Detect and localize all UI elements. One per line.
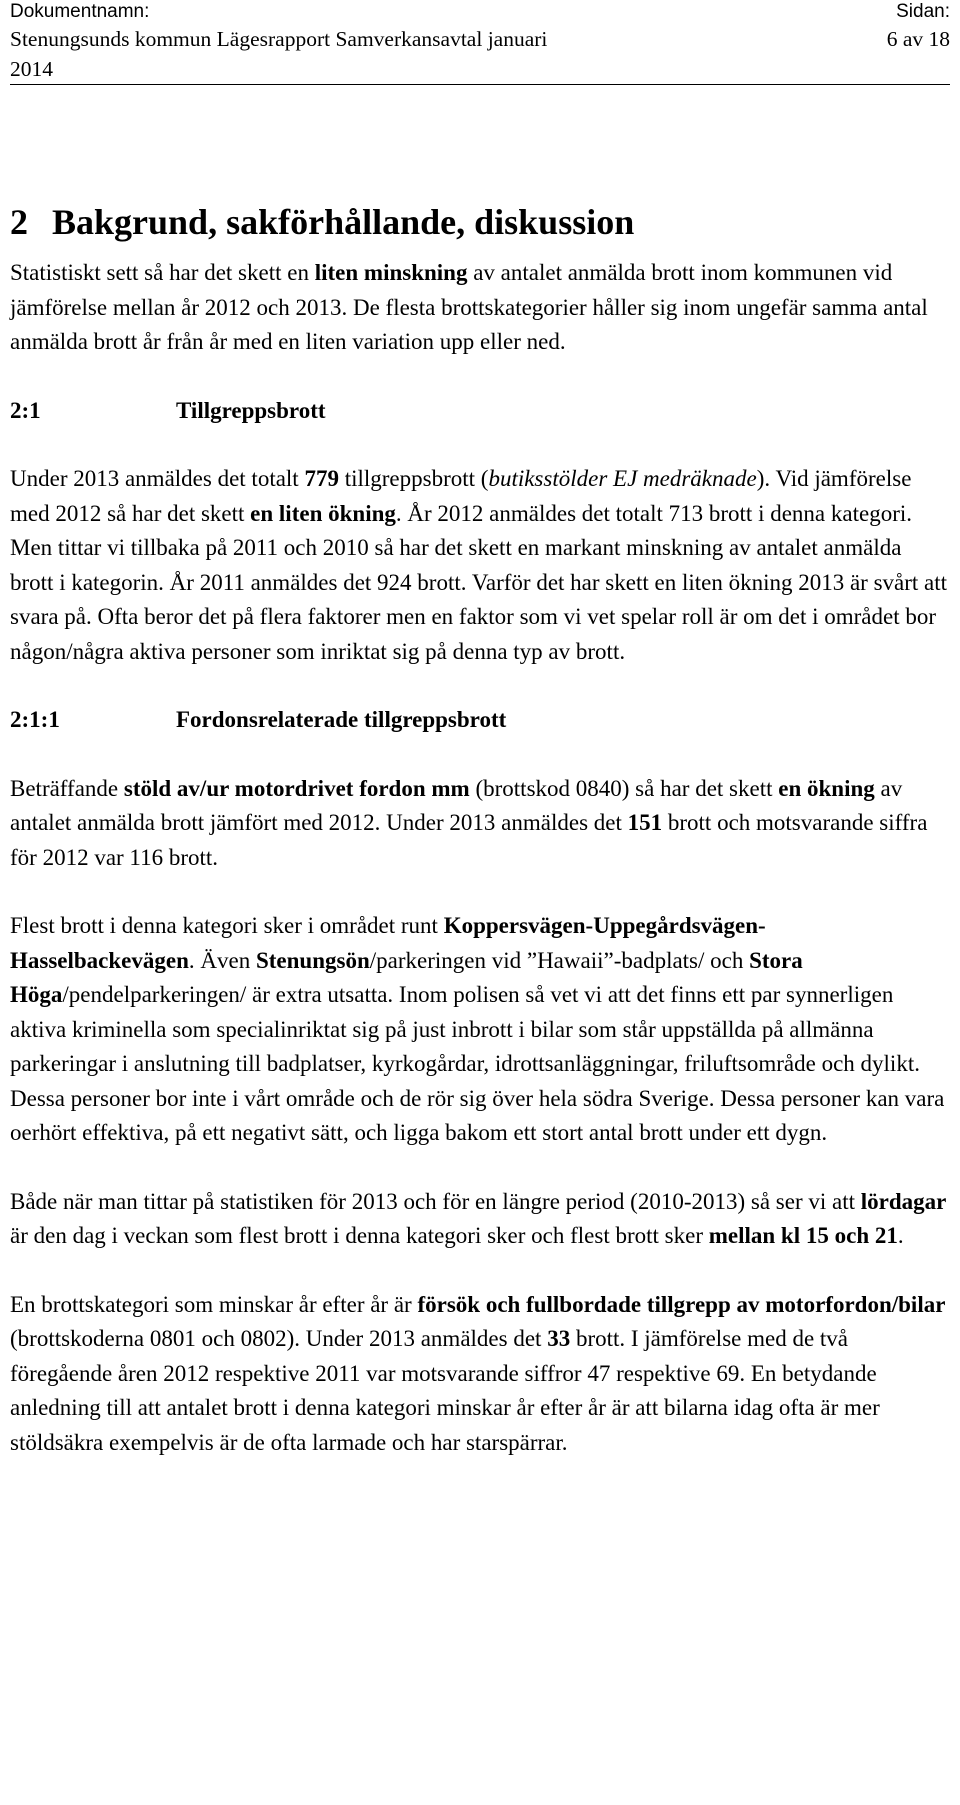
fordon-paragraph-4: En brottskategori som minskar år efter år är försök och fullbordade tillgrepp av motorfordon/bilar (brottskoderna 0801 och 0802). Under 2013 anmäldes det 33 brott. I jämförelse med de två föregående åren 2012 respektive 2011 var motsvarande siffror 47 respektive 69. En betydande anledning till att antalet brott i denna kategori minskar år efter år är att bilarna idag ofta är mer stöldsäkra exempelvis är de ofta larmade och har starspärrar. (10, 1291, 946, 1455)
section-title: Fordonsrelaterade tillgreppsbrott (176, 707, 507, 732)
main-content (10, 196, 950, 1460)
section-number: 2:1:1 (10, 707, 60, 732)
emphasis: Stenungsön (255, 947, 370, 973)
page-label: Sidan: (896, 1, 950, 22)
emphasis: 151 (627, 810, 663, 835)
emphasis: Koppersvägen-Uppegårdsvägen-Hasselbackevägen (10, 913, 766, 973)
page-number: 6 av 18 (886, 27, 950, 51)
emphasis: en ökning (778, 775, 875, 801)
document-name-block (10, 0, 730, 84)
emphasis: 779 (304, 466, 339, 491)
chapter-number: 2 (10, 202, 28, 242)
document-name-continued: 2014 (10, 57, 53, 81)
emphasis: en liten ökning (250, 500, 396, 526)
emphasis: liten minskning (314, 260, 468, 285)
emphasis: Stora Höga (10, 947, 803, 1007)
header-divider (10, 84, 950, 85)
fordon-paragraph-2: Flest brott i denna kategori sker i området runt Koppersvägen-Uppegårdsvägen-Hasselbackevägen. Även Stenungsön/parkeringen vid ”Hawaii”-badplats/ och Stora Höga/pendelparkeringen/ är extra utsatta. Inom polisen så vet vi att det finns ett par synnerligen aktiva kriminella som specialinriktat sig på just inbrott i bilar som står uppställda på allmänna parkeringar i anslutning till badplatser, kyrkogårdar, idrottsanläggningar, friluftsområde och dylikt. Dessa personer bor inte i vårt område och de rör sig över hela södra Sverige. Dessa personer kan vara oerhört effektiva, på ett negativt sätt, och ligga bakom ett stort antal brott under ett dygn. (10, 913, 945, 1145)
emphasis: mellan kl 15 och 21 (708, 1223, 898, 1248)
emphasis: 33 (547, 1326, 571, 1351)
document-name-label: Dokumentnamn: (10, 1, 150, 22)
emphasis: lördagar (860, 1188, 947, 1214)
chapter-heading (10, 196, 950, 248)
emphasis-italic: butiksstölder EJ medräknade (488, 466, 757, 491)
intro-paragraph: Statistiskt sett så har det skett en liten minskning av antalet anmälda brott inom kommunen vid jämförelse mellan år 2012 och 2013. De flesta brottskategorier håller sig inom ungefär samma antal anmälda brott år från år med en liten variation upp eller ned. (10, 260, 928, 354)
fordon-paragraph-3: Både när man tittar på statistiken för 2013 och för en längre period (2010-2013) så ser vi att lördagar är den dag i veckan som flest brott i denna kategori sker och flest brott sker mellan kl 15 och 21. (10, 1188, 947, 1248)
fordon-paragraph-1: Beträffande stöld av/ur motordrivet fordon mm (brottskod 0840) så har det skett en ökning av antalet anmälda brott jämfört med 2012. Under 2013 anmäldes det 151 brott och motsvarande siffra för 2012 var 116 brott. (10, 775, 928, 870)
section-number: 2:1 (10, 397, 41, 423)
page-header (10, 0, 950, 84)
emphasis: stöld av/ur motordrivet fordon mm (123, 775, 470, 801)
section-title: Tillgreppsbrott (176, 397, 326, 423)
page-number-block (887, 0, 950, 54)
section-heading-2-1-1 (10, 703, 950, 738)
chapter-title: Bakgrund, sakförhållande, diskussion (52, 202, 635, 242)
document-name: Stenungsunds kommun Lägesrapport Samverkansavtal januari (10, 27, 548, 51)
emphasis: försök och fullbordade tillgrepp av motorfordon/bilar (417, 1291, 946, 1317)
tillgreppsbrott-paragraph: Under 2013 anmäldes det totalt 779 tillgreppsbrott (butiksstölder EJ medräknade). Vid jämförelse med 2012 så har det skett en liten ökning. År 2012 anmäldes det totalt 713 brott i denna kategori. Men tittar vi tillbaka på 2011 och 2010 så har det skett en markant minskning av antalet anmälda brott i kategorin. År 2011 anmäldes det 924 brott. Varför det har skett en liten ökning 2013 är svårt att svara på. Ofta beror det på flera faktorer men en faktor som vi vet spelar roll är om det i området bor någon/några aktiva personer som inriktat sig på denna typ av brott. (10, 466, 948, 664)
section-heading-2-1 (10, 394, 950, 429)
